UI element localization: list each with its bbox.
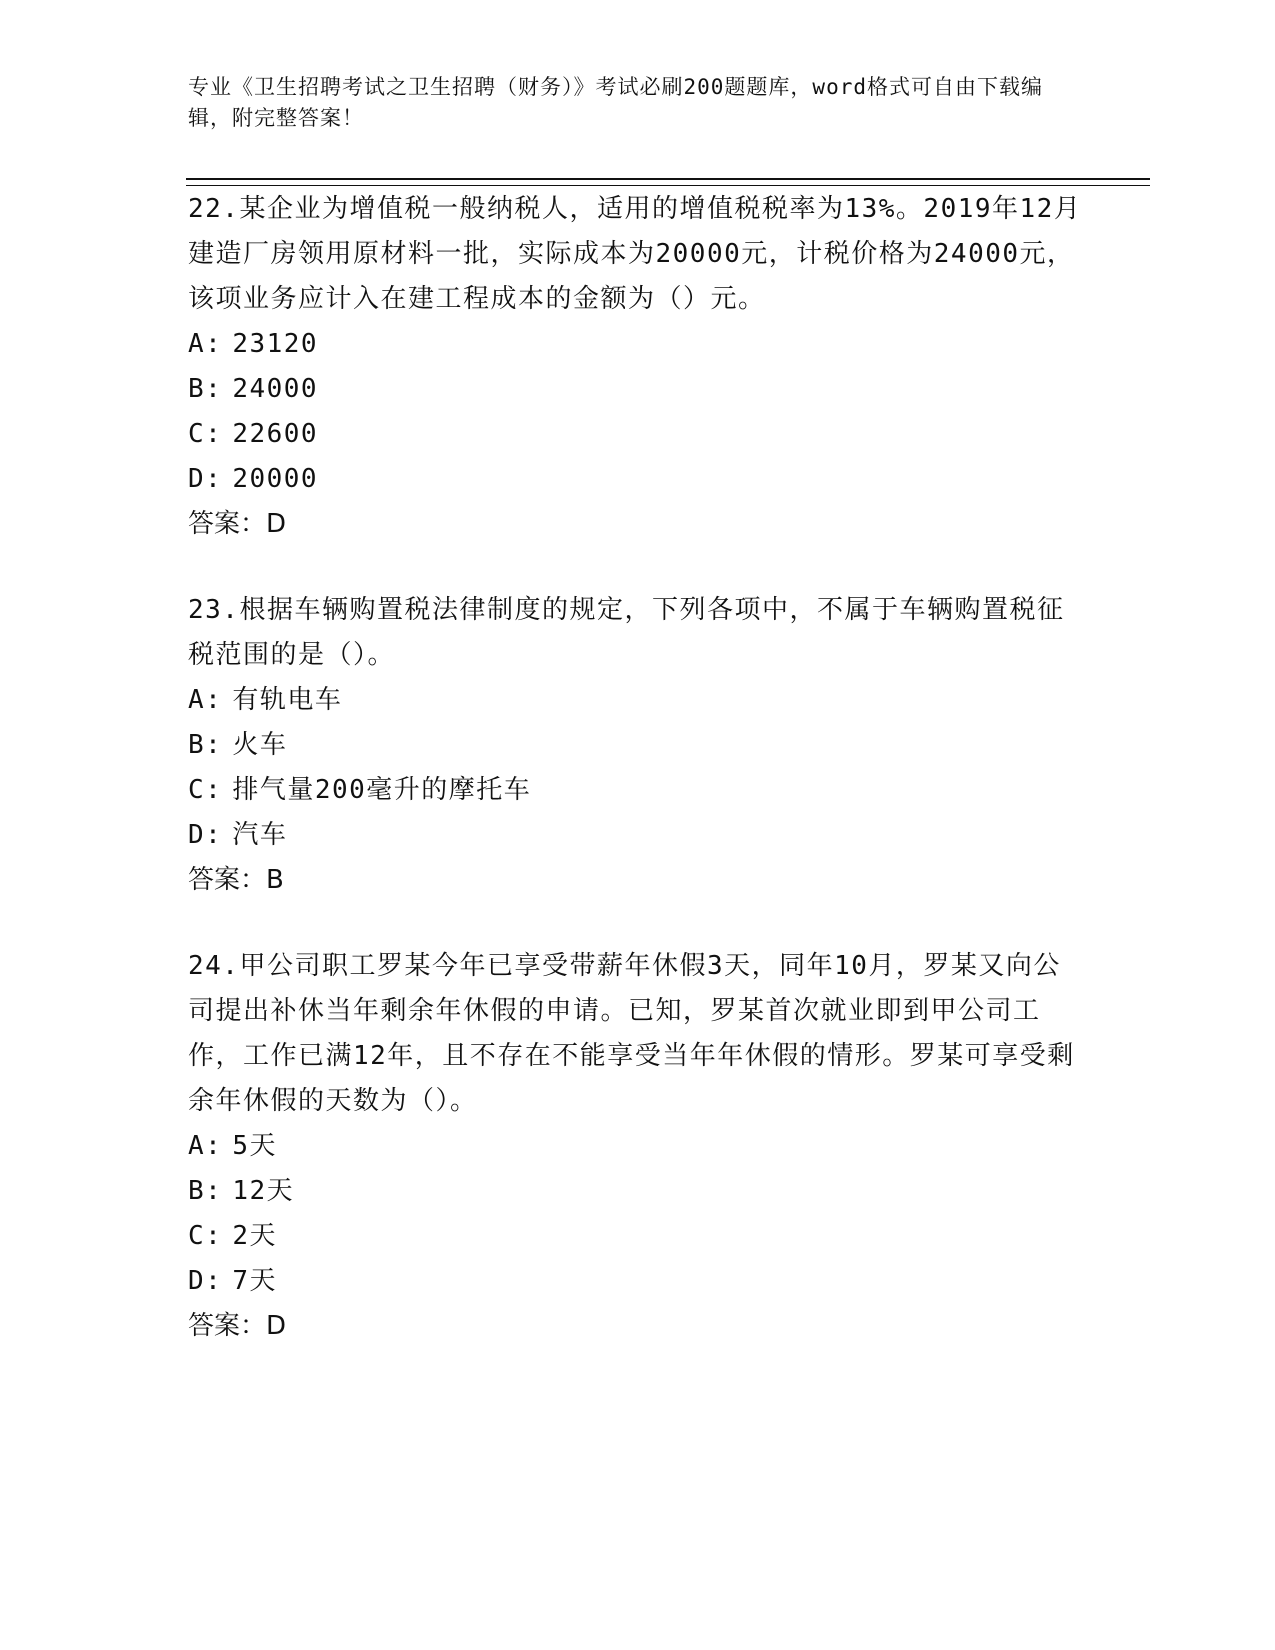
option-list: [188, 678, 1088, 858]
answer-line: 答案：D: [188, 509, 287, 539]
option-label: B:: [188, 374, 223, 404]
option-label: A:: [188, 329, 223, 359]
option-value: 5天: [232, 1131, 277, 1161]
option-value: 7天: [232, 1266, 277, 1296]
option-label: A:: [188, 1131, 223, 1161]
option-label: B:: [188, 730, 223, 760]
option-value: 22600: [232, 419, 319, 449]
question-list: [188, 187, 1088, 1390]
option-value: 2天: [232, 1221, 277, 1251]
question-23: [188, 588, 1088, 903]
option-a: [188, 322, 1088, 367]
option-label: D:: [188, 1266, 223, 1296]
question-text: 23.根据车辆购置税法律制度的规定，下列各项中，不属于车辆购置税征税范围的是（）。: [188, 595, 1065, 670]
option-list: [188, 1124, 1088, 1304]
option-c: [188, 768, 1088, 813]
option-label: C:: [188, 419, 223, 449]
option-value: 火车: [232, 730, 288, 760]
header-divider: [186, 178, 1150, 186]
option-list: [188, 322, 1088, 502]
option-d: [188, 1259, 1088, 1304]
option-value: 23120: [232, 329, 319, 359]
option-b: [188, 367, 1088, 412]
option-value: 排气量200毫升的摩托车: [232, 775, 532, 805]
answer-line: 答案：B: [188, 865, 284, 895]
option-b: [188, 1169, 1088, 1214]
option-value: 12天: [232, 1176, 295, 1206]
option-label: D:: [188, 464, 223, 494]
option-label: D:: [188, 820, 223, 850]
option-label: A:: [188, 685, 223, 715]
option-label: B:: [188, 1176, 223, 1206]
option-value: 有轨电车: [232, 685, 343, 715]
option-value: 汽车: [232, 820, 288, 850]
question-text: 24.甲公司职工罗某今年已享受带薪年休假3天，同年10月，罗某又向公司提出补休当年剩余年休假的申请。已知，罗某首次就业即到甲公司工作，工作已满12年，且不存在不能享受当年年休假的情形。罗某可享受剩余年休假的天数为（）。: [188, 951, 1075, 1116]
option-b: [188, 723, 1088, 768]
page-header: 专业《卫生招聘考试之卫生招聘（财务）》考试必刷200题题库，word格式可自由下载编辑，附完整答案！: [188, 75, 1043, 130]
option-c: [188, 1214, 1088, 1259]
question-22: [188, 187, 1088, 547]
question-24: [188, 944, 1088, 1349]
option-d: [188, 457, 1088, 502]
option-d: [188, 813, 1088, 858]
option-value: 24000: [232, 374, 319, 404]
option-a: [188, 1124, 1088, 1169]
option-a: [188, 678, 1088, 723]
option-label: C:: [188, 1221, 223, 1251]
question-text: 22.某企业为增值税一般纳税人，适用的增值税税率为13%。2019年12月建造厂房领用原材料一批，实际成本为20000元，计税价格为24000元，该项业务应计入在建工程成本的金额为（）元。: [188, 194, 1082, 314]
answer-line: 答案：D: [188, 1311, 287, 1341]
option-label: C:: [188, 775, 223, 805]
option-c: [188, 412, 1088, 457]
option-value: 20000: [232, 464, 319, 494]
